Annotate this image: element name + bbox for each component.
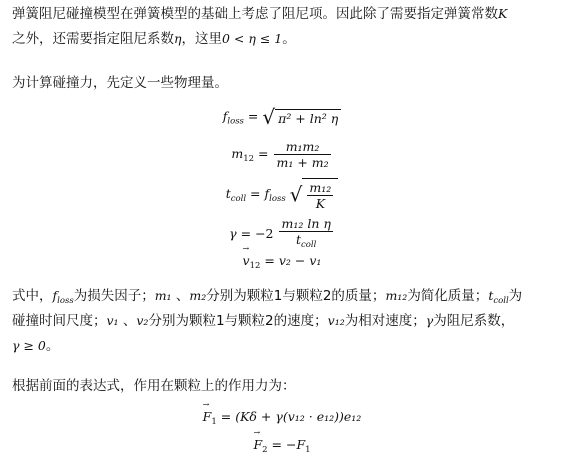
explain-v12: v₁₂ xyxy=(327,313,345,328)
damping-symbol: η xyxy=(174,31,182,46)
equation-force-1 xyxy=(0,409,564,427)
force2-rhs-sub: 1 xyxy=(305,445,311,455)
force1-sub: 1 xyxy=(211,417,217,427)
gamma-den-symbol: t xyxy=(295,232,302,247)
explain-text: 、 xyxy=(171,288,190,304)
spring-constant-symbol: K xyxy=(498,6,508,21)
gamma-numerator: m₁₂ ln η xyxy=(281,216,331,231)
tcoll-sub: coll xyxy=(230,194,247,204)
v12-rhs: = v₂ − v₁ xyxy=(264,253,322,268)
damping-range: 0 < η ≤ 1 xyxy=(222,31,283,46)
explain-gamma: γ xyxy=(425,313,434,328)
m12-sub: 12 xyxy=(243,154,255,164)
explain-floss: f xyxy=(52,288,58,303)
force2-rhs: = −F xyxy=(271,437,306,452)
force2-symbol: → F xyxy=(253,437,262,452)
force1-rhs: = (Kδ + γ(v₁₂ · e₁₂))e₁₂ xyxy=(220,409,362,424)
tcoll-floss-sub: loss xyxy=(269,194,286,204)
explain-v1: v₁ xyxy=(106,313,119,328)
equation-force-2 xyxy=(0,437,564,455)
tcoll-fraction xyxy=(307,180,333,211)
floss-sub: loss xyxy=(227,116,244,127)
intro-text-1: 弹簧阻尼碰撞模型在弹簧模型的基础上考虑了阻尼项。因此除了需要指定弹簧常数 xyxy=(12,6,498,22)
equals-sign: = xyxy=(247,108,263,124)
tcoll-radicand xyxy=(302,178,338,211)
equals-sign: = xyxy=(258,146,273,161)
gamma-constraint: γ ≥ 0 xyxy=(12,338,46,353)
m12-numerator: m₁m₂ xyxy=(274,139,330,155)
explain-line-2 xyxy=(12,309,514,333)
explain-text: 。 xyxy=(45,338,60,354)
explain-floss-sub: loss xyxy=(57,296,74,306)
gamma-symbol: γ xyxy=(229,226,237,241)
tcoll-denominator: K xyxy=(315,196,326,211)
explain-text: 分别为颗粒1与颗粒2的速度； xyxy=(148,313,328,329)
explain-text: 、 xyxy=(118,313,137,329)
explain-tcoll: t xyxy=(488,288,494,303)
tcoll-numerator: m₁₂ xyxy=(309,180,332,195)
equation-tcoll xyxy=(0,178,564,211)
intro-text-2b: ，这里 xyxy=(181,31,222,47)
gamma-denominator xyxy=(279,232,332,253)
explain-m2: m₂ xyxy=(189,288,207,303)
gamma-den-sub: coll xyxy=(301,240,317,250)
tcoll-floss-symbol: f xyxy=(264,186,270,201)
m12-denominator: m₁ + m₂ xyxy=(276,155,329,170)
force-sentence: 根据前面的表达式，作用在颗粒上的作用力为： xyxy=(12,378,296,394)
equation-floss xyxy=(0,105,564,129)
equals-sign: = xyxy=(250,186,265,201)
gamma-fraction xyxy=(279,216,332,253)
equation-gamma xyxy=(0,216,564,253)
explain-m12: m₁₂ xyxy=(385,288,408,303)
explain-text: 为 xyxy=(508,288,523,304)
explain-line-3 xyxy=(12,334,59,358)
explain-text: 分别为颗粒1与颗粒2的质量； xyxy=(206,288,386,304)
explain-text: 为损失因子； xyxy=(73,288,155,304)
gamma-coefficient: = −2 xyxy=(240,226,274,241)
force2-sub: 2 xyxy=(262,445,268,455)
explain-text: 碰撞时间尺度； xyxy=(12,313,107,329)
explain-text: 为阻尼系数， xyxy=(433,313,515,329)
define-sentence: 为计算碰撞力，先定义一些物理量。 xyxy=(12,75,228,91)
m12-symbol: m xyxy=(231,146,244,161)
explain-tcoll-sub: coll xyxy=(493,296,509,306)
force1-symbol: → F xyxy=(203,409,212,424)
v12-symbol: → v xyxy=(243,253,250,268)
explain-text: 为简化质量； xyxy=(407,288,489,304)
m12-fraction xyxy=(274,139,330,170)
sqrt-sign: √ xyxy=(289,182,303,207)
intro-line-2 xyxy=(12,27,296,51)
equation-m12 xyxy=(0,139,564,170)
explain-text: 式中， xyxy=(12,288,53,304)
explain-m1: m₁ xyxy=(154,288,172,303)
floss-symbol: f xyxy=(222,108,228,124)
tcoll-symbol: t xyxy=(225,186,231,201)
floss-radicand: π² + ln² η xyxy=(275,109,341,126)
explain-text: 为相对速度； xyxy=(344,313,426,329)
intro-text-2-end: 。 xyxy=(282,31,296,47)
equation-v12 xyxy=(0,253,564,271)
sqrt-sign: √ xyxy=(262,105,276,129)
explain-v2: v₂ xyxy=(136,313,149,328)
intro-text-2a: 之外，还需要指定阻尼系数 xyxy=(12,31,174,47)
intro-line-1 xyxy=(12,2,507,26)
v12-sub: 12 xyxy=(249,261,261,271)
